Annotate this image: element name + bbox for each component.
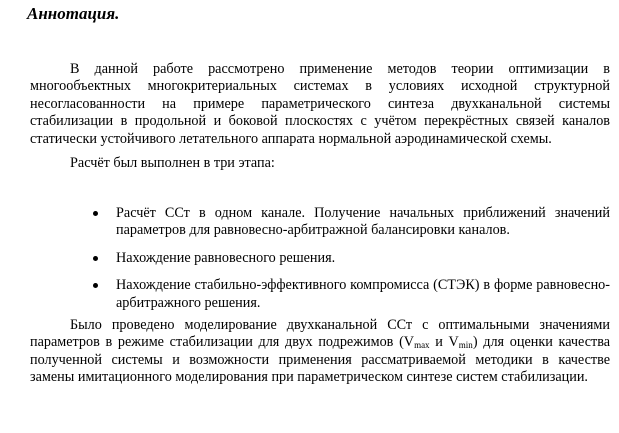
- annotation-heading: Аннотация.: [27, 4, 120, 23]
- stages-intro-paragraph: Расчёт был выполнен в три этапа:: [70, 155, 275, 171]
- modeling-text-part-2: и V: [429, 334, 459, 351]
- list-item: [30, 205, 610, 240]
- subscript-max: max: [414, 340, 430, 351]
- list-item: [30, 250, 610, 267]
- intro-paragraph: В данной работе рассмотрено применение методов теории оптимизации в многообъектных многокритериальных системах в условиях исходной структурной несогласованности на примере параметрического синтеза двухканальной системы стабилизации в продольной и боковой плоскостях с учётом перекрёстных связей каналов статически устойчивого летательного аппарата нормальной аэродинамической схемы.: [30, 61, 610, 147]
- list-item-text: Нахождение стабильно-эффективного компромисса (СТЭК) в форме равновесно-арбитражного решения.: [116, 277, 610, 311]
- list-item-text: Расчёт ССт в одном канале. Получение начальных приближений значений параметров для равновесно-арбитражной балансировки каналов.: [116, 205, 610, 239]
- list-item-text: Нахождение равновесного решения.: [116, 249, 336, 266]
- stages-list: [30, 205, 610, 312]
- modeling-text-part-1: Было проведено моделирование двухканальной ССт с оптимальными значениями параметров в режиме стабилизации для двух подрежимов (V: [30, 317, 610, 351]
- bullet-icon: [93, 283, 98, 288]
- bullet-icon: [93, 211, 98, 216]
- modeling-paragraph: [30, 317, 610, 387]
- list-item: [30, 277, 610, 312]
- modeling-text-part-3: ) для оценки качества полученной системы и возможности применения рассматриваемой методики в качестве замены имитационного моделирования при параметрическом синтезе систем стабилизации.: [30, 334, 611, 386]
- bullet-icon: [93, 256, 98, 261]
- subscript-min: min: [458, 340, 473, 351]
